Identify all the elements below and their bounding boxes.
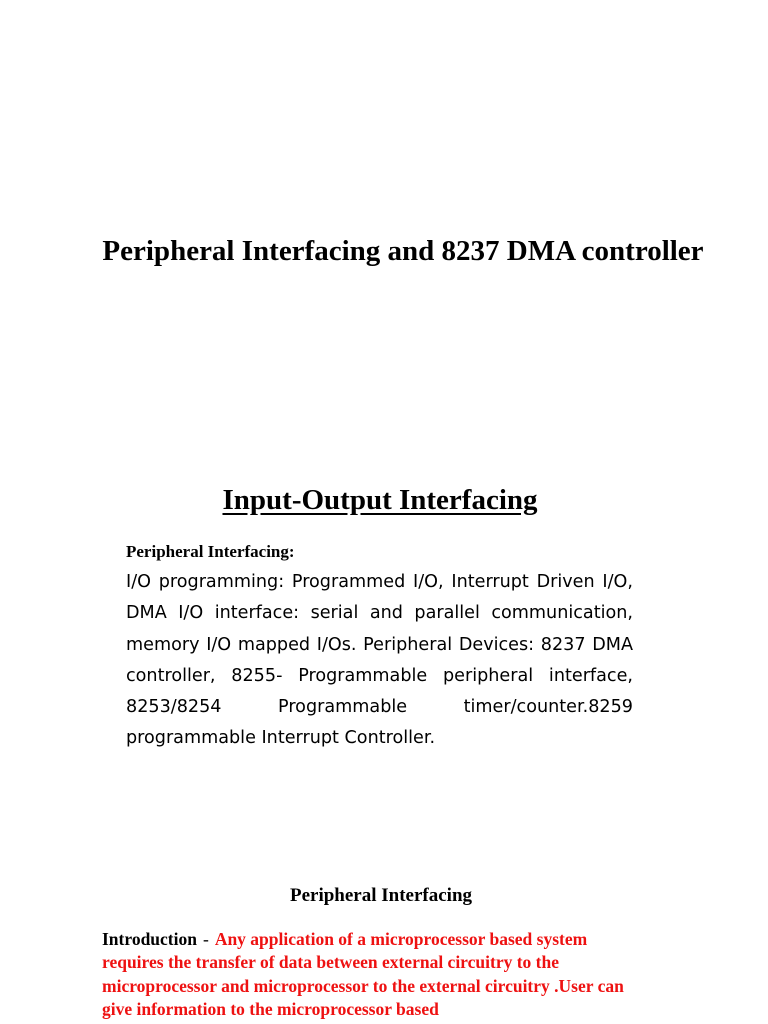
- body-paragraph: I/O programming: Programmed I/O, Interrupt Driven I/O, DMA I/O interface: serial and parallel communication, memory I/O mapped I/Os. Peripheral Devices: 8237 DMA controller, 8255- Programmable peripheral interface, 8253/8254 Programmable timer/counter.8259 programmable Interrupt Controller.: [126, 572, 633, 749]
- page-title: Peripheral Interfacing and 8237 DMA controller: [102, 235, 704, 267]
- intro-label: Introduction: [102, 929, 197, 949]
- subsection-label: Peripheral Interfacing:: [126, 542, 295, 561]
- sub-heading: Peripheral Interfacing: [289, 885, 473, 906]
- intro-text: Any application of a microprocessor based system requires the transfer of data between external circuitry to the microprocessor and microprocessor to the external circuitry .User can give information to the microprocessor based: [102, 929, 624, 1019]
- intro-paragraph: [102, 928, 642, 1021]
- intro-dash: -: [202, 929, 209, 949]
- section-heading: Input-Output Interfacing: [222, 484, 538, 516]
